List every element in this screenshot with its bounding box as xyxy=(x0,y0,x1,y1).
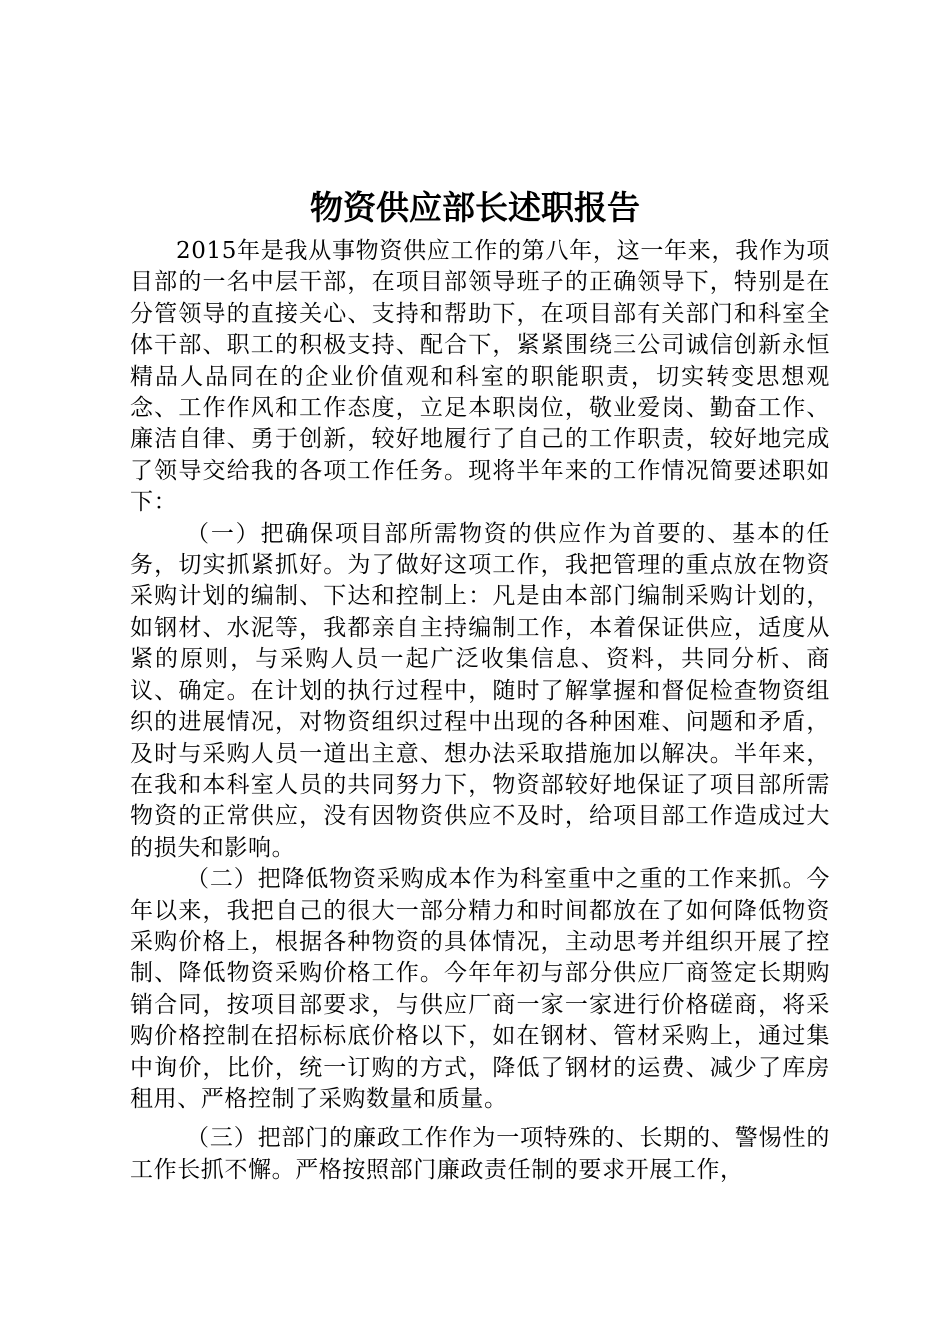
paragraph-item-3: （三）把部门的廉政工作作为一项特殊的、长期的、警惕性的工作长抓不懈。严格按照部门廉政责任制的要求开展工作， xyxy=(130,1125,830,1183)
document-title: 物资供应部长述职报告 xyxy=(310,188,640,227)
document-body xyxy=(130,236,830,1186)
paragraph-item-1: （一）把确保项目部所需物资的供应作为首要的、基本的任务，切实抓紧抓好。为了做好这项工作，我把管理的重点放在物资采购计划的编制、下达和控制上：凡是由本部门编制采购计划的，如钢材、水泥等，我都亲自主持编制工作，本着保证供应，适度从紧的原则，与采购人员一起广泛收集信息、资料，共同分析、商议、确定。在计划的执行过程中，随时了解掌握和督促检查物资组织的进展情况，对物资组织过程中出现的各种困难、问题和矛盾，及时与采购人员一道出主意、想办法采取措施加以解决。半年来，在我和本科室人员的共同努力下，物资部较好地保证了项目部所需物资的正常供应，没有因物资供应不及时，给项目部工作造成过大的损失和影响。 xyxy=(130,520,830,861)
paragraph-item-2: （二）把降低物资采购成本作为科室重中之重的工作来抓。今年以来，我把自己的很大一部分精力和时间都放在了如何降低物资采购价格上，根据各种物资的具体情况，主动思考并组织开展了控制、降低物资采购价格工作。今年年初与部分供应厂商签定长期购销合同，按项目部要求，与供应厂商一家一家进行价格磋商，将采购价格控制在招标标底价格以下，如在钢材、管材采购上，通过集中询价，比价，统一订购的方式，降低了钢材的运费、减少了库房租用、严格控制了采购数量和质量。 xyxy=(130,866,830,1112)
paragraph-intro: 2015年是我从事物资供应工作的第八年，这一年来，我作为项目部的一名中层干部，在项目部领导班子的正确领导下，特别是在分管领导的直接关心、支持和帮助下，在项目部有关部门和科室全体干部、职工的积极支持、配合下，紧紧围绕三公司诚信创新永恒精品人品同在的企业价值观和科室的职能职责，切实转变思想观念、工作作风和工作态度，立足本职岗位，敬业爱岗、勤奋工作、廉洁自律、勇于创新，较好地履行了自己的工作职责，较好地完成了领导交给我的各项工作任务。现将半年来的工作情况简要述职如下： xyxy=(130,238,830,516)
